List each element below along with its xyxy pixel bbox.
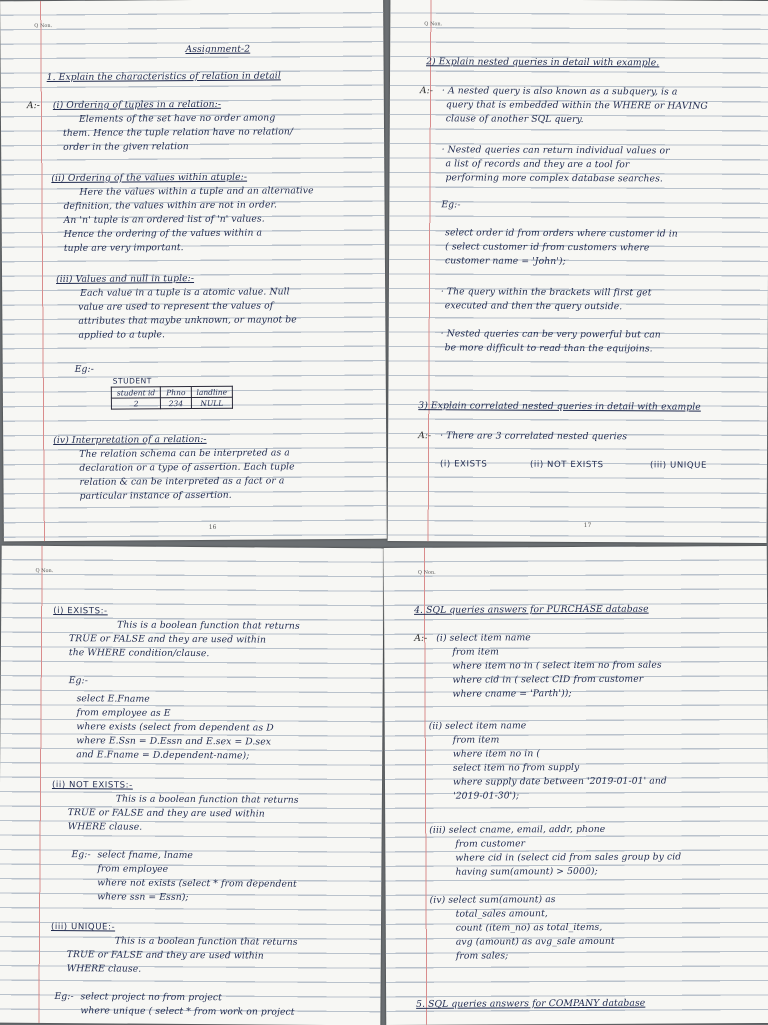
not-exists-desc-line-1: This is a boolean function that returns xyxy=(115,793,299,806)
section-ordering-tuples-line-3: order in the given relation xyxy=(63,141,189,153)
type-exists: (i) EXISTS xyxy=(439,459,488,470)
section-values-null-line-4: applied to a tuple. xyxy=(78,329,166,341)
table-header-cell: student id xyxy=(111,387,160,398)
nested-code-line-3: customer name = 'John'); xyxy=(445,255,566,267)
table-cell: 2 xyxy=(111,398,160,409)
notebook-page-16 xyxy=(0,0,387,541)
purchase-query-4-line-3: count (item_no) as total_items, xyxy=(455,921,603,934)
exists-desc-line-3: the WHERE condition/clause. xyxy=(68,647,210,660)
type-unique: (iii) UNIQUE xyxy=(649,460,708,471)
table-cell: 234 xyxy=(161,398,191,409)
question-3: 3) Explain correlated nested queries in detail with example xyxy=(418,400,701,413)
not-exists-code-line-3: where not exists (select * from dependent xyxy=(97,877,297,890)
question-5: 5. SQL queries answers for COMPANY database xyxy=(416,997,646,1010)
exists-code-line-2: from employee as E xyxy=(76,707,171,719)
notebook-page-18 xyxy=(0,546,384,1025)
unique-desc-line-3: WHERE clause. xyxy=(66,963,142,975)
answer-mark: A:- xyxy=(418,430,432,442)
assignment-title: Assignment-2 xyxy=(185,43,251,56)
example-label: Eg:- xyxy=(71,849,91,861)
section-ordering-tuples-line-1: Elements of the set have no order among xyxy=(78,112,276,125)
table-caption: STUDENT xyxy=(112,376,152,386)
exists-desc-line-1: This is a boolean function that returns xyxy=(117,619,300,632)
notebook-page-19 xyxy=(384,546,768,1025)
purchase-query-2-line-1: (ii) select item name xyxy=(428,720,527,732)
purchase-query-3-line-1: (iii) select cname, email, addr, phone xyxy=(429,823,606,836)
purchase-query-1-line-4: where cid in ( select CID from customer xyxy=(452,673,644,686)
section-ordering-values-heading: (ii) Ordering of the values within atuple:- xyxy=(51,171,248,184)
correlated-count-text: · There are 3 correlated nested queries xyxy=(440,430,628,443)
nested-para-4-line-1: · Nested queries can be very powerful but can xyxy=(440,328,661,341)
purchase-query-2-line-5: where supply date between '2019-01-01' and xyxy=(452,775,667,788)
nested-para-3-line-1: · The query within the brackets will first get xyxy=(440,286,652,299)
section-interpretation-line-1: The relation schema can be interpreted as a xyxy=(79,447,290,460)
purchase-query-4-line-1: (iv) select sum(amount) as xyxy=(429,894,556,906)
unique-code-line-1: select project no from project xyxy=(80,991,222,1004)
section-ordering-values-line-1: Here the values within a tuple and an alternative xyxy=(79,185,314,198)
nested-para-1-line-3: clause of another SQL query. xyxy=(445,113,584,126)
section-ordering-values-line-5: tuple are very important. xyxy=(63,242,184,254)
unique-desc-line-1: This is a boolean function that returns xyxy=(114,935,298,948)
serial-number-box: Q Non. xyxy=(417,569,436,576)
notebook-page-17 xyxy=(388,0,768,543)
question-4: 4. SQL queries answers for PURCHASE database xyxy=(414,603,649,616)
nested-para-1-line-2: query that is embedded within the WHERE or HAVING xyxy=(445,99,708,112)
student-table xyxy=(111,386,233,410)
purchase-query-3-line-3: where cid in (select cid from sales group by cid xyxy=(455,851,682,864)
serial-number-box: Q Non. xyxy=(35,567,54,575)
nested-code-line-1: select order id from orders where customer id in xyxy=(445,227,678,240)
purchase-query-1-line-3: where item no in ( select item no from sales xyxy=(452,659,662,672)
answer-mark: A:- xyxy=(414,632,428,644)
purchase-query-2-line-4: select item no from supply xyxy=(452,761,580,774)
answer-mark: A:- xyxy=(26,100,41,112)
page-number: 17 xyxy=(583,522,592,530)
unique-code-line-2: where unique ( select * from work on project xyxy=(80,1005,295,1018)
purchase-query-3-line-4: having sum(amount) > 5000); xyxy=(455,865,598,878)
nested-code-line-2: ( select customer id from customers where xyxy=(445,241,650,254)
answer-mark: A:- xyxy=(419,85,434,97)
exists-code-line-4: where E.Ssn = D.Essn and E.sex = D.sex xyxy=(76,735,272,748)
table-header-cell: landline xyxy=(191,386,233,397)
purchase-query-2-line-3: where item no in ( xyxy=(452,748,541,760)
section-values-null-line-2: value are used to represent the values of xyxy=(78,300,274,313)
not-exists-desc-line-3: WHERE clause. xyxy=(67,821,143,833)
question-1: 1. Explain the characteristics of relation in detail xyxy=(46,70,281,84)
page-number: 16 xyxy=(208,523,217,531)
nested-para-2-line-3: performing more complex database searches. xyxy=(445,172,663,185)
nested-para-1-line-1: · A nested query is also known as a subquery, is a xyxy=(441,85,678,98)
table-row xyxy=(111,397,232,409)
exists-code-line-3: where exists (select from dependent as D xyxy=(76,721,274,734)
question-2: 2) Explain nested queries in detail with example. xyxy=(426,56,660,69)
serial-number-box: Q Non. xyxy=(34,22,53,30)
nested-para-4-line-2: be more difficult to read than the equijoins. xyxy=(444,342,653,355)
exists-desc-line-2: TRUE or FALSE and they are used within xyxy=(68,633,267,646)
not-exists-code-line-4: where ssn = Essn); xyxy=(97,891,189,903)
section-ordering-tuples-heading: (i) Ordering of tuples in a relation:- xyxy=(52,98,222,111)
nested-para-2-line-1: · Nested queries can return individual values or xyxy=(441,144,670,157)
not-exists-heading: (ii) NOT EXISTS:- xyxy=(51,780,133,791)
purchase-query-2-line-2: from item xyxy=(452,734,500,746)
section-values-null-heading: (iii) Values and null in tuple:- xyxy=(56,272,195,285)
table-cell: NULL xyxy=(191,397,233,408)
section-interpretation-heading: (iv) Interpretation of a relation:- xyxy=(53,433,207,446)
purchase-query-4-line-5: from sales; xyxy=(455,950,509,962)
section-interpretation-line-2: declaration or a type of assertion. Each tuple xyxy=(79,461,295,474)
section-ordering-values-line-4: Hence the ordering of the values within a xyxy=(63,227,263,240)
exists-heading: (i) EXISTS:- xyxy=(53,606,108,617)
purchase-query-1-line-1: (i) select item name xyxy=(436,632,531,644)
unique-heading: (iii) UNIQUE:- xyxy=(50,922,116,933)
unique-desc-line-2: TRUE or FALSE and they are used within xyxy=(66,949,264,962)
section-interpretation-line-3: relation & can be interpreted as a fact or a xyxy=(79,475,285,488)
not-exists-desc-line-2: TRUE or FALSE and they are used within xyxy=(67,807,265,820)
example-label: Eg:- xyxy=(54,991,74,1003)
purchase-query-2-line-6: '2019-01-30'); xyxy=(453,790,520,802)
section-values-null-line-3: attributes that maybe unknown, or maynot be xyxy=(78,314,297,327)
section-values-null-line-1: Each value in a tuple is a atomic value. Null xyxy=(80,286,290,299)
exists-code-line-5: and E.Fname = D.dependent-name); xyxy=(76,749,250,762)
section-ordering-values-line-2: definition, the values within are not in order. xyxy=(63,199,278,212)
nested-para-2-line-2: a list of records and they are a tool for xyxy=(445,158,630,171)
table-header-row xyxy=(111,386,232,398)
example-label: Eg:- xyxy=(74,363,94,375)
purchase-query-1-line-2: from item xyxy=(452,646,499,658)
nested-para-3-line-2: executed and then the query outside. xyxy=(444,300,623,313)
purchase-query-4-line-2: total_sales amount, xyxy=(455,908,548,920)
example-label: Eg:- xyxy=(441,199,461,211)
exists-code-line-1: select E.Fname xyxy=(76,693,150,705)
section-ordering-tuples-line-2: them. Hence the tuple relation have no relation/ xyxy=(63,126,294,139)
section-ordering-values-line-3: An 'n' tuple is an ordered list of 'n' values. xyxy=(63,213,265,226)
not-exists-code-line-2: from employee xyxy=(97,863,169,875)
section-interpretation-line-4: particular instance of assertion. xyxy=(79,489,232,502)
type-not-exists: (ii) NOT EXISTS xyxy=(529,459,604,471)
not-exists-code-line-1: select fname, lname xyxy=(97,849,194,862)
table-header-cell: Phno xyxy=(161,387,191,398)
purchase-query-3-line-2: from customer xyxy=(455,838,526,850)
example-label: Eg:- xyxy=(68,675,88,687)
purchase-query-1-line-5: where cname = 'Parth')); xyxy=(452,688,572,700)
purchase-query-4-line-4: avg (amount) as avg_sale amount xyxy=(455,935,615,948)
serial-number-box: Q Non. xyxy=(424,21,443,28)
